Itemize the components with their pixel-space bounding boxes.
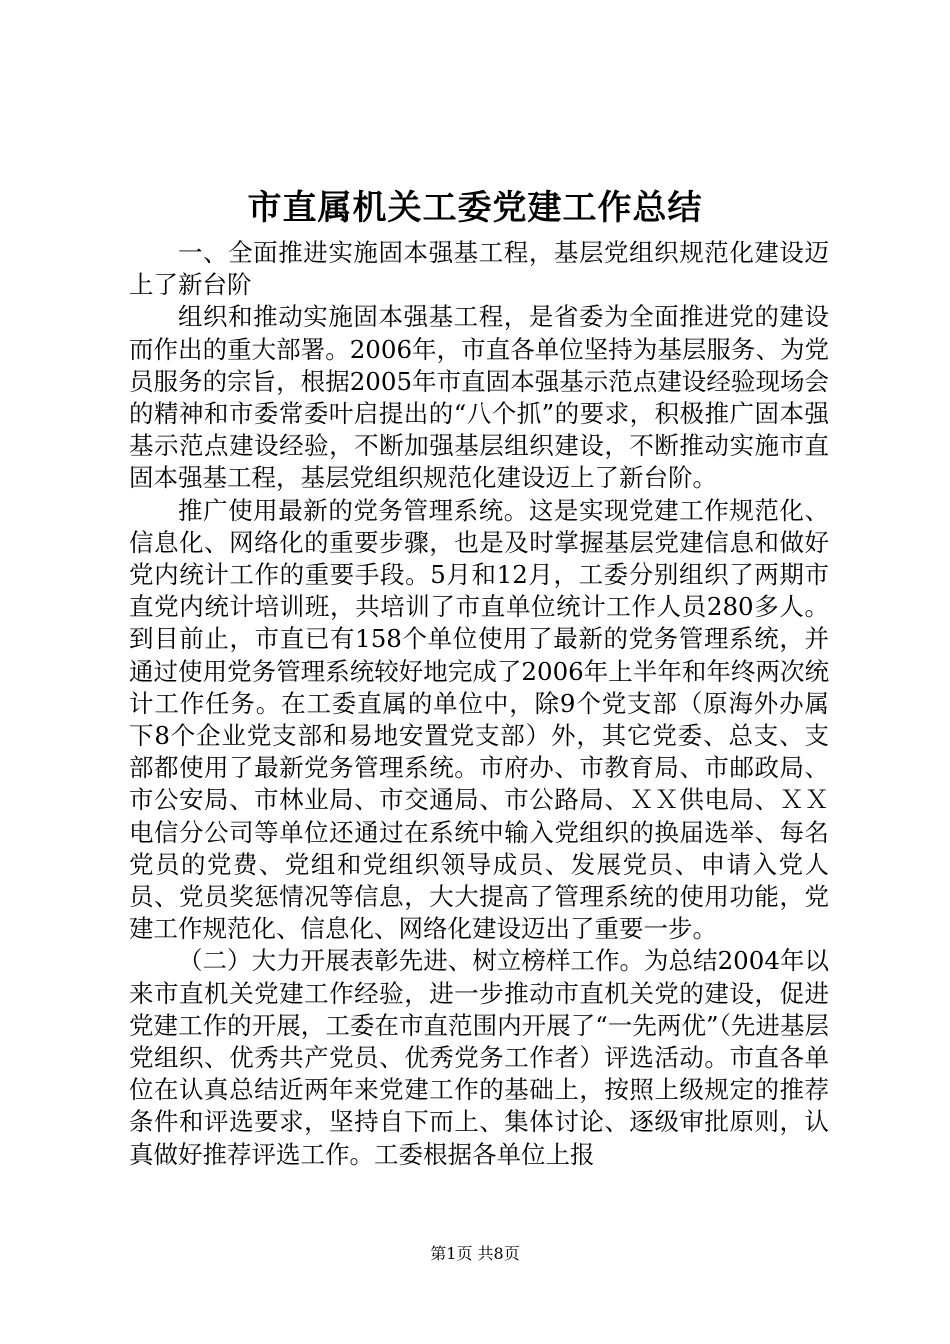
page-number-footer: 第1页 共8页 xyxy=(430,1244,520,1263)
paragraph: 组织和推动实施固本强基工程，是省委为全面推进党的建设而作出的重大部署。2006年，市直各单位坚持为基层服务、为党员服务的宗旨，根据2005年市直固本强基示范点建设经验现场会的精神和市委常委叶启提出的“八个抓”的要求，积极推广固本强基示范点建设经验，不断加强基层组织建设，不断推动实施市直固本强基工程，基层党组织规范化建设迈上了新台阶。 xyxy=(129,302,829,493)
page-title: 市直属机关工委党建工作总结 xyxy=(247,188,703,228)
document-body xyxy=(129,237,829,1171)
section-heading: 一、全面推进实施固本强基工程，基层党组织规范化建设迈上了新台阶 xyxy=(129,238,829,300)
paragraph: 推广使用最新的党务管理系统。这是实现党建工作规范化、信息化、网络化的重要步骤，也是及时掌握基层党建信息和做好党内统计工作的重要手段。5月和12月，工委分别组织了两期市直党内统计培训班，共培训了市直单位统计工作人员280多人。到目前止，市直已有158个单位使用了最新的党务管理系统，并通过使用党务管理系统较好地完成了2006年上半年和年终两次统计工作任务。在工委直属的单位中，除9个党支部（原海外办属下8个企业党支部和易地安置党支部）外，其它党委、总支、支部都使用了最新党务管理系统。市府办、市教育局、市邮政局、市公安局、市林业局、市交通局、市公路局、ＸＸ供电局、ＸＸ电信分公司等单位还通过在系统中输入党组织的换届选举、每名党员的党费、党组和党组织领导成员、发展党员、申请入党人员、党员奖惩情况等信息，大大提高了管理系统的使用功能，党建工作规范化、信息化、网络化建设迈出了重要一步。 xyxy=(129,495,829,944)
paragraph: （二）大力开展表彰先进、树立榜样工作。为总结2004年以来市直机关党建工作经验，进一步推动市直机关党的建设，促进党建工作的开展，工委在市直范围内开展了“一先两优”（先进基层党组织、优秀共产党员、优秀党务工作者）评选活动。市直各单位在认真总结近两年来党建工作的基础上，按照上级规定的推荐条件和评选要求，坚持自下而上、集体讨论、逐级审批原则，认真做好推荐评选工作。工委根据各单位上报 xyxy=(129,946,829,1169)
